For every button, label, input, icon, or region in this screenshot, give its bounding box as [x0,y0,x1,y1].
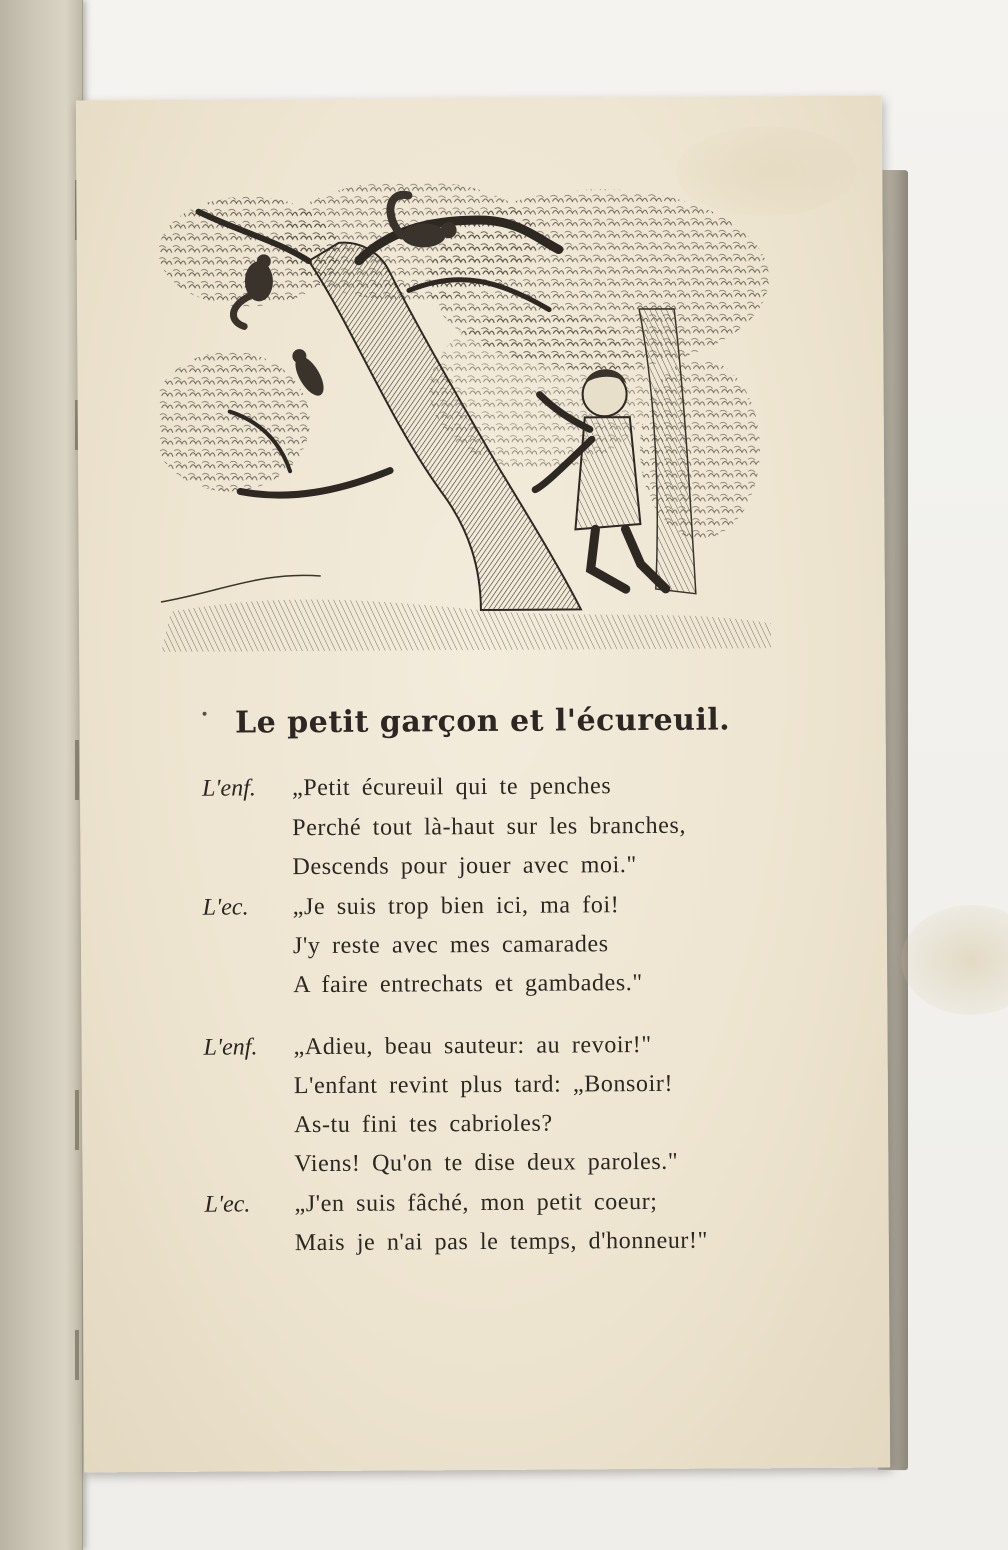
poem-line: L'enfant revint plus tard: „Bonsoir! [293,1070,674,1100]
poem-title: Le petit garçon et l'écureuil. [234,702,731,741]
poem-line: „Adieu, beau sauteur: au revoir!" [293,1031,652,1061]
speaker-label: L'enf. [203,1034,258,1061]
book-page [76,96,890,1473]
speaker-label: L'ec. [204,1191,251,1218]
binding-stitch [75,1330,79,1380]
poem-line: Perché tout là-haut sur les branches, [292,812,687,842]
speaker-label: L'enf. [201,775,256,802]
poem-line: Descends pour jouer avec moi." [292,852,637,881]
binding-stitch [75,740,79,800]
poem-line: Mais je n'ai pas le temps, d'honneur!" [294,1227,709,1257]
poem-line: „Je suis trop bien ici, ma foi! [292,892,620,921]
binding-stitch [75,1090,79,1150]
poem-body [76,96,890,1473]
poem-line: A faire entrechats et gambades." [293,970,643,999]
speaker-label: L'ec. [202,894,249,921]
left-page-edge [0,0,83,1550]
paper-stain [901,905,1008,1016]
poem-line: J'y reste avec mes camarades [292,931,609,960]
poem-line: „Petit écureuil qui te penches [291,773,612,802]
poem-line: „J'en suis fâché, mon petit coeur; [294,1188,658,1218]
poem-line: As-tu fini tes cabrioles? [294,1110,553,1139]
poem-line: Viens! Qu'on te dise deux paroles." [294,1148,679,1178]
